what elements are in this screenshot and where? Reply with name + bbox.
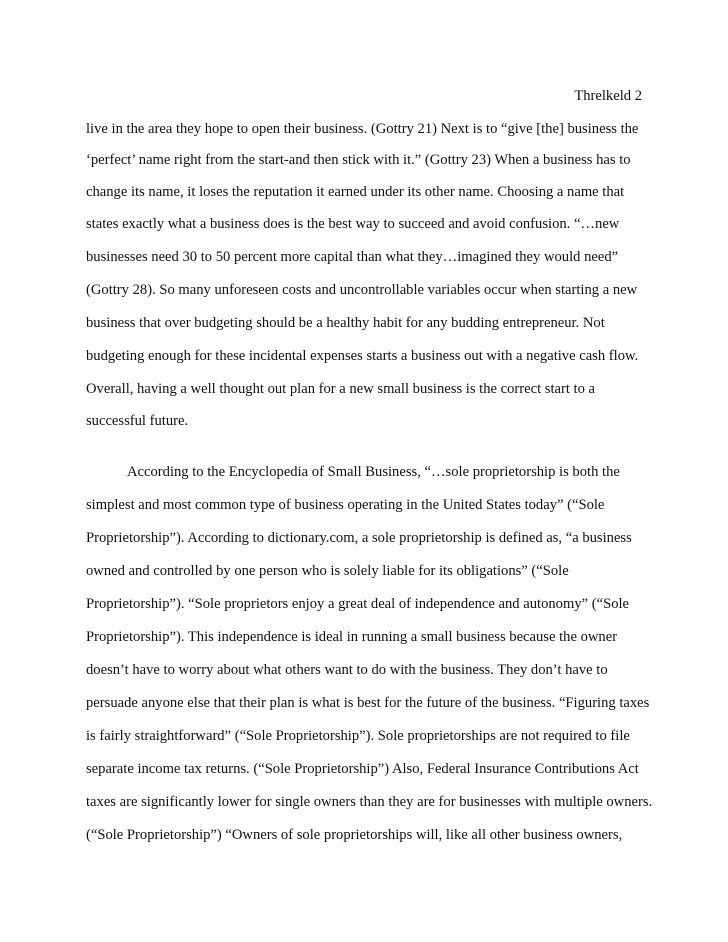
text-line: change its name, it loses the reputation it earned under its other name. Choosing a name that [86,184,625,200]
text-line: simplest and most common type of business operating in the United States today” (“Sole [86,497,605,513]
text-line: Proprietorship”). “Sole proprietors enjoy a great deal of independence and autonomy” (“Sole [86,596,630,612]
text-line: persuade anyone else that their plan is what is best for the future of the business. “Figuring taxes [86,695,650,711]
text-line: business that over budgeting should be a healthy habit for any budding entrepreneur. Not [86,315,605,331]
text-line: states exactly what a business does is the best way to succeed and avoid confusion. “…new [86,216,620,232]
text-line: budgeting enough for these incidental expenses starts a business out with a negative cash flow. [86,348,639,364]
text-line: successful future. [86,413,189,429]
text-line: taxes are significantly lower for single owners than they are for businesses with multiple owners. [86,794,653,810]
text-line: (Gottry 28). So many unforeseen costs and uncontrollable variables occur when starting a new [86,282,638,298]
text-line: (“Sole Proprietorship”) “Owners of sole proprietorships will, like all other business owners, [86,827,623,843]
text-line: owned and controlled by one person who is solely liable for its obligations” (“Sole [86,563,569,579]
text-line: is fairly straightforward” (“Sole Proprietorship”). Sole proprietorships are not required to file [86,728,630,744]
text-line: ‘perfect’ name right from the start-and then stick with it.” (Gottry 23) When a business has to [86,152,631,168]
text-line: live in the area they hope to open their business. (Gottry 21) Next is to “give [the] business the [86,121,639,137]
paragraph-first-line: According to the Encyclopedia of Small Business, “…sole proprietorship is both the [127,464,620,480]
text-line: Proprietorship”). This independence is ideal in running a small business because the owner [86,629,618,645]
text-line: Proprietorship”). According to dictionary.com, a sole proprietorship is defined as, “a business [86,530,632,546]
text-line: doesn’t have to worry about what others want to do with the business. They don’t have to [86,662,608,678]
running-header: Threlkeld 2 [574,88,642,104]
text-line: Overall, having a well thought out plan for a new small business is the correct start to a [86,381,596,397]
text-line: businesses need 30 to 50 percent more capital than what they…imagined they would need” [86,249,619,265]
text-line: separate income tax returns. (“Sole Proprietorship”) Also, Federal Insurance Contributions Act [86,761,639,777]
